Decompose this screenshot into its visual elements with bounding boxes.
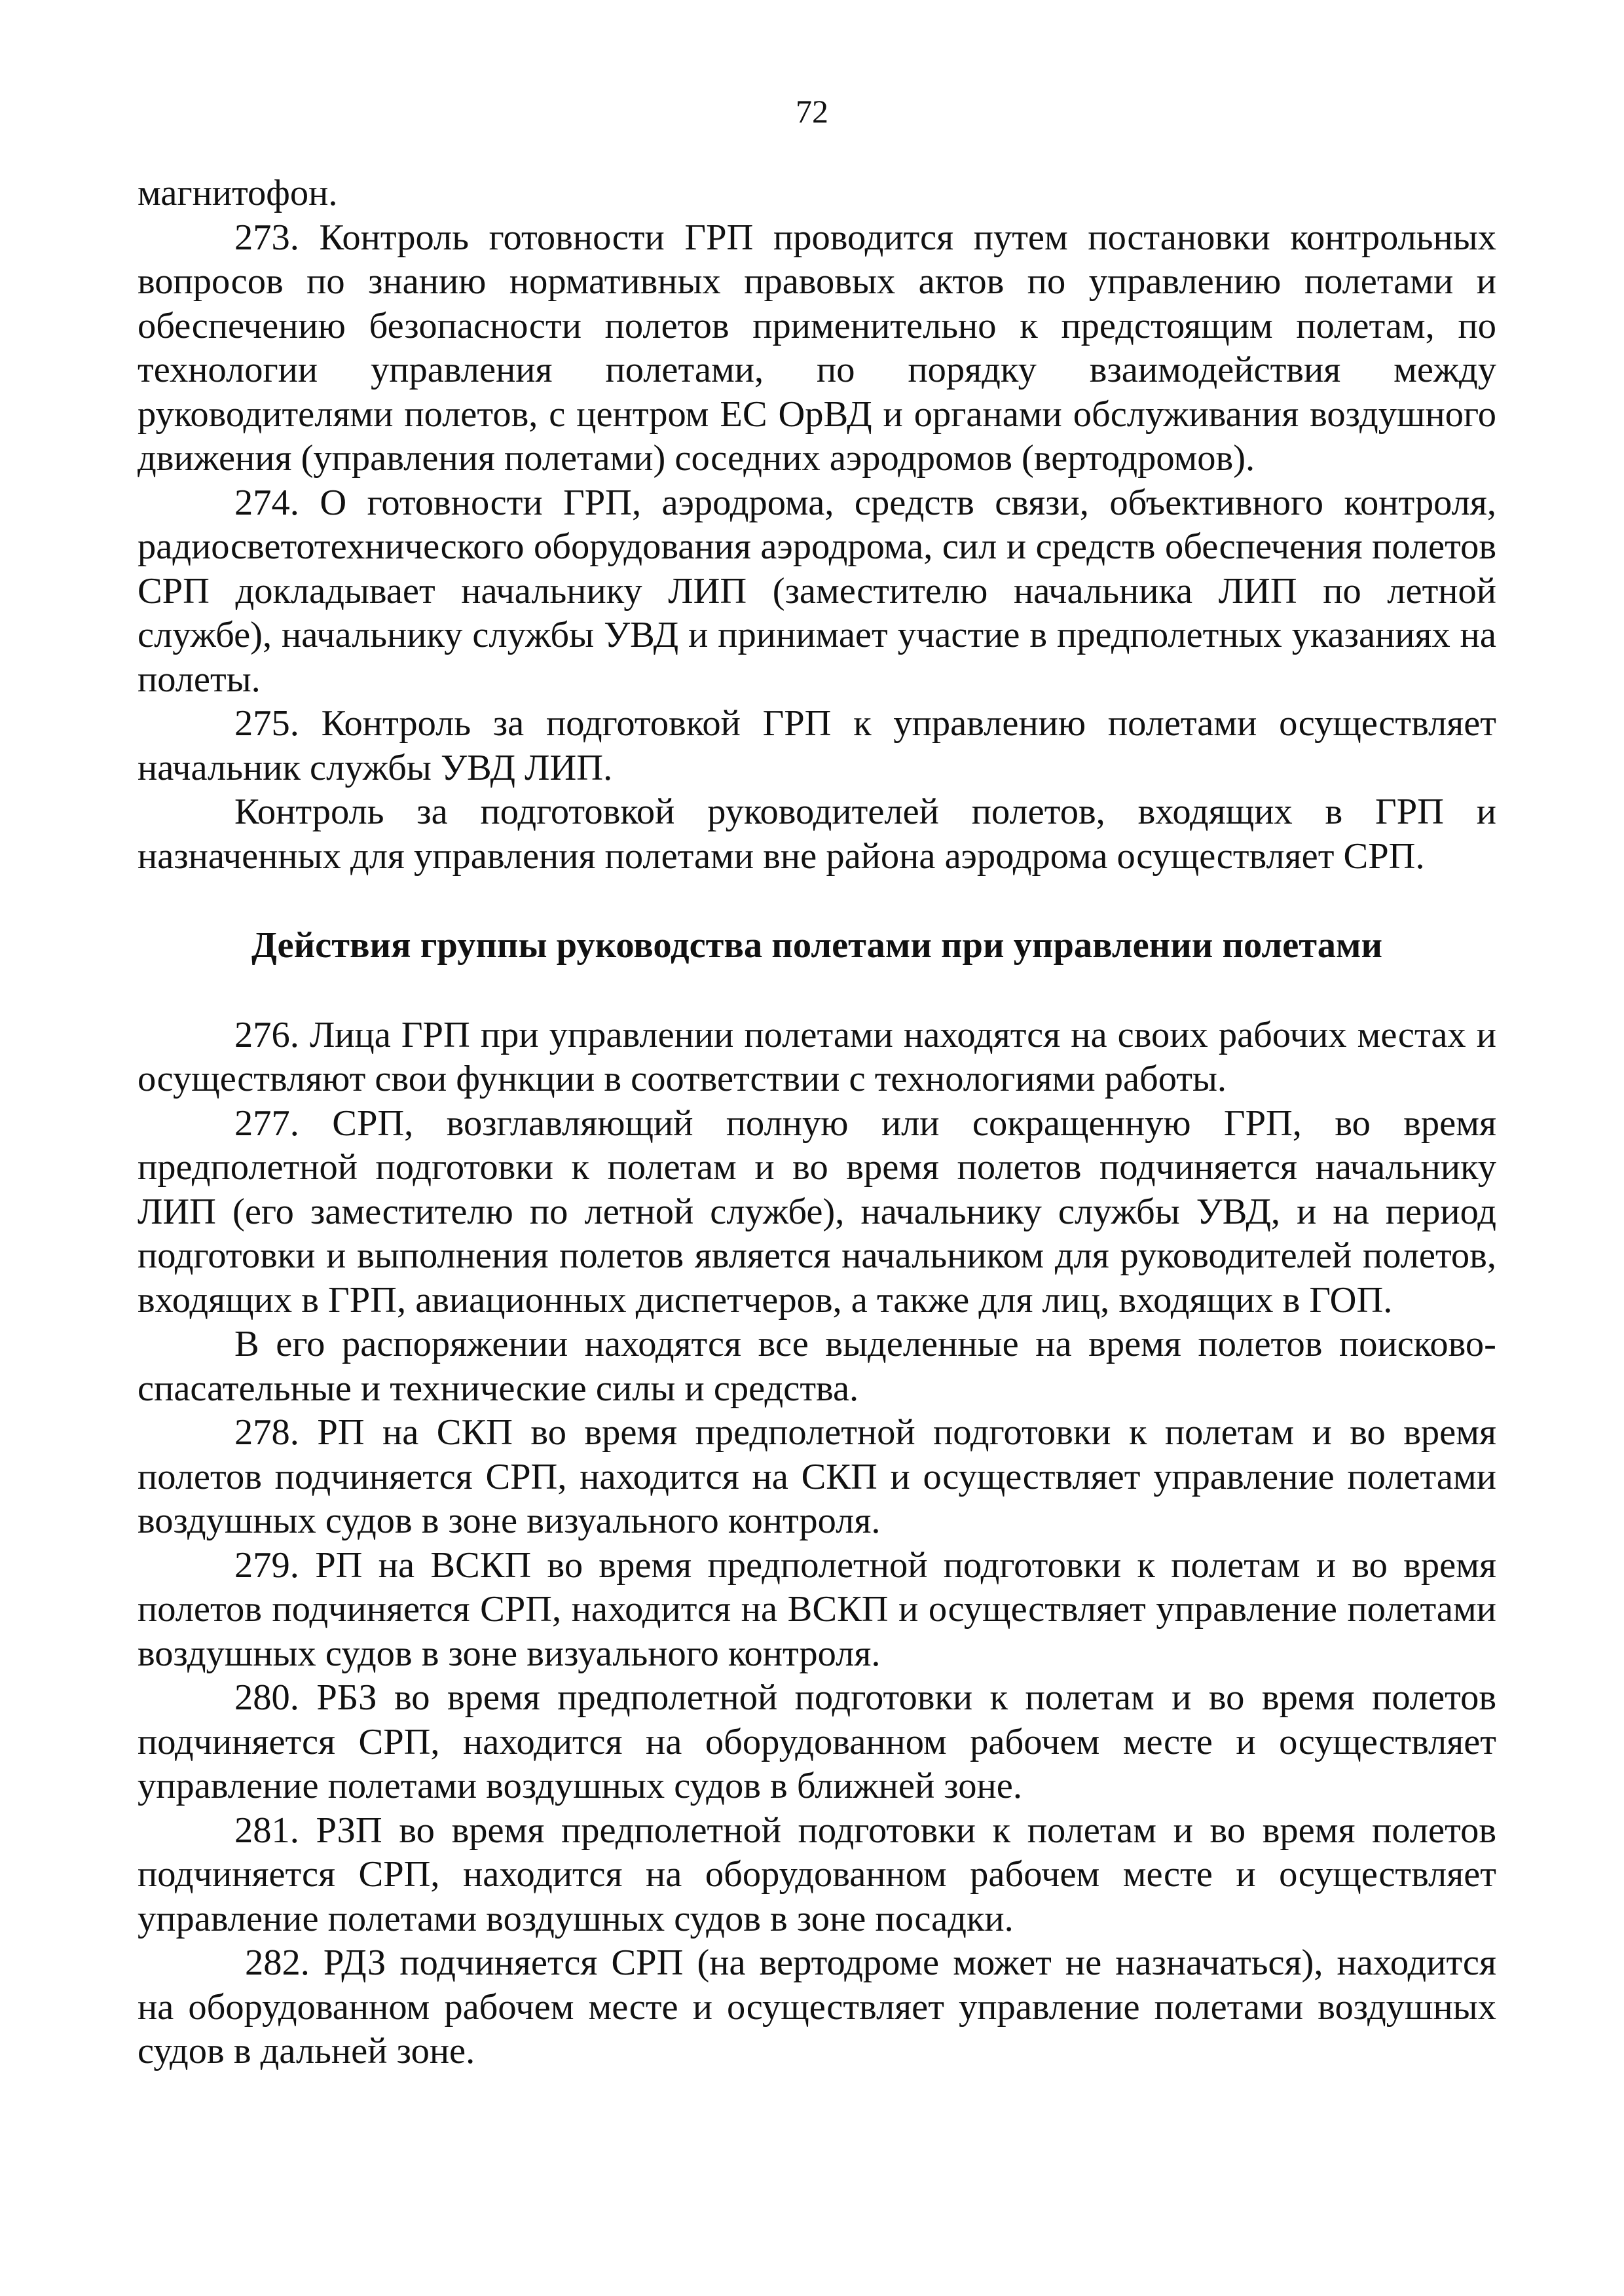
- paragraph-282: 282. РДЗ подчиняется СРП (на вертодроме может не назначаться), находится на оборудованном рабочем месте и осуществляет управление полетами воздушных судов в дальней зоне.: [138, 1942, 1496, 2071]
- paragraph-277: 277. СРП, возглавляющий полную или сокращенную ГРП, во время предполетной подготовки к полетам и во время полетов подчиняется начальнику ЛИП (его заместителю по летной службе), начальнику службы УВД, и на период подготовки и выполнения полетов является начальником для руководителей полетов, входящих в ГРП, авиационных диспетчеров, а также для лиц, входящих в ГОП.: [138, 1102, 1496, 1321]
- section-heading: Действия группы руководства полетами при управлении полетами: [251, 925, 1383, 966]
- paragraph-281: 281. РЗП во время предполетной подготовки к полетам и во время полетов подчиняется СРП, находится на оборудованном рабочем месте и осуществляет управление полетами воздушных судов в зоне посадки.: [138, 1810, 1496, 1939]
- paragraph-273: 273. Контроль готовности ГРП проводится путем постановки контрольных вопросов по знанию нормативных правовых актов по управлению полетами и обеспечению безопасности полетов применительно к предстоящим полетам, по технологии управления полетами, по порядку взаимодействия между руководителями полетов, с центром ЕС ОрВД и органами обслуживания воздушного движения (управления полетами) соседних аэродромов (вертодромов).: [138, 217, 1496, 479]
- page-number: 72: [796, 93, 828, 130]
- paragraph-276: 276. Лица ГРП при управлении полетами находятся на своих рабочих местах и осуществляют свои функции в соответствии с технологиями работы.: [138, 1014, 1496, 1099]
- paragraph-277-continued: В его распоряжении находятся все выделенные на время полетов поисково-спасательные и технические силы и средства.: [138, 1324, 1496, 1409]
- paragraph-278: 278. РП на СКП во время предполетной подготовки к полетам и во время полетов подчиняется СРП, находится на СКП и осуществляет управление полетами воздушных судов в зоне визуального контроля.: [138, 1412, 1496, 1541]
- paragraph-continuation: магнитофон.: [138, 173, 338, 213]
- paragraph-275-continued: Контроль за подготовкой руководителей полетов, входящих в ГРП и назначенных для управления полетами вне района аэродрома осуществляет СРП.: [138, 792, 1496, 877]
- paragraph-274: 274. О готовности ГРП, аэродрома, средств связи, объективного контроля, радиосветотехнического оборудования аэродрома, сил и средств обеспечения полетов СРП докладывает начальнику ЛИП (заместителю начальника ЛИП по летной службе), начальнику службы УВД и принимает участие в предполетных указаниях на полеты.: [138, 482, 1496, 700]
- paragraph-279: 279. РП на ВСКП во время предполетной подготовки к полетам и во время полетов подчиняется СРП, находится на ВСКП и осуществляет управление полетами воздушных судов в зоне визуального контроля.: [138, 1544, 1496, 1674]
- paragraph-280: 280. РБЗ во время предполетной подготовки к полетам и во время полетов подчиняется СРП, находится на оборудованном рабочем месте и осуществляет управление полетами воздушных судов в ближней зоне.: [138, 1677, 1496, 1806]
- paragraph-275: 275. Контроль за подготовкой ГРП к управлению полетами осуществляет начальник службы УВД ЛИП.: [138, 703, 1496, 788]
- document-body: [138, 172, 1496, 2074]
